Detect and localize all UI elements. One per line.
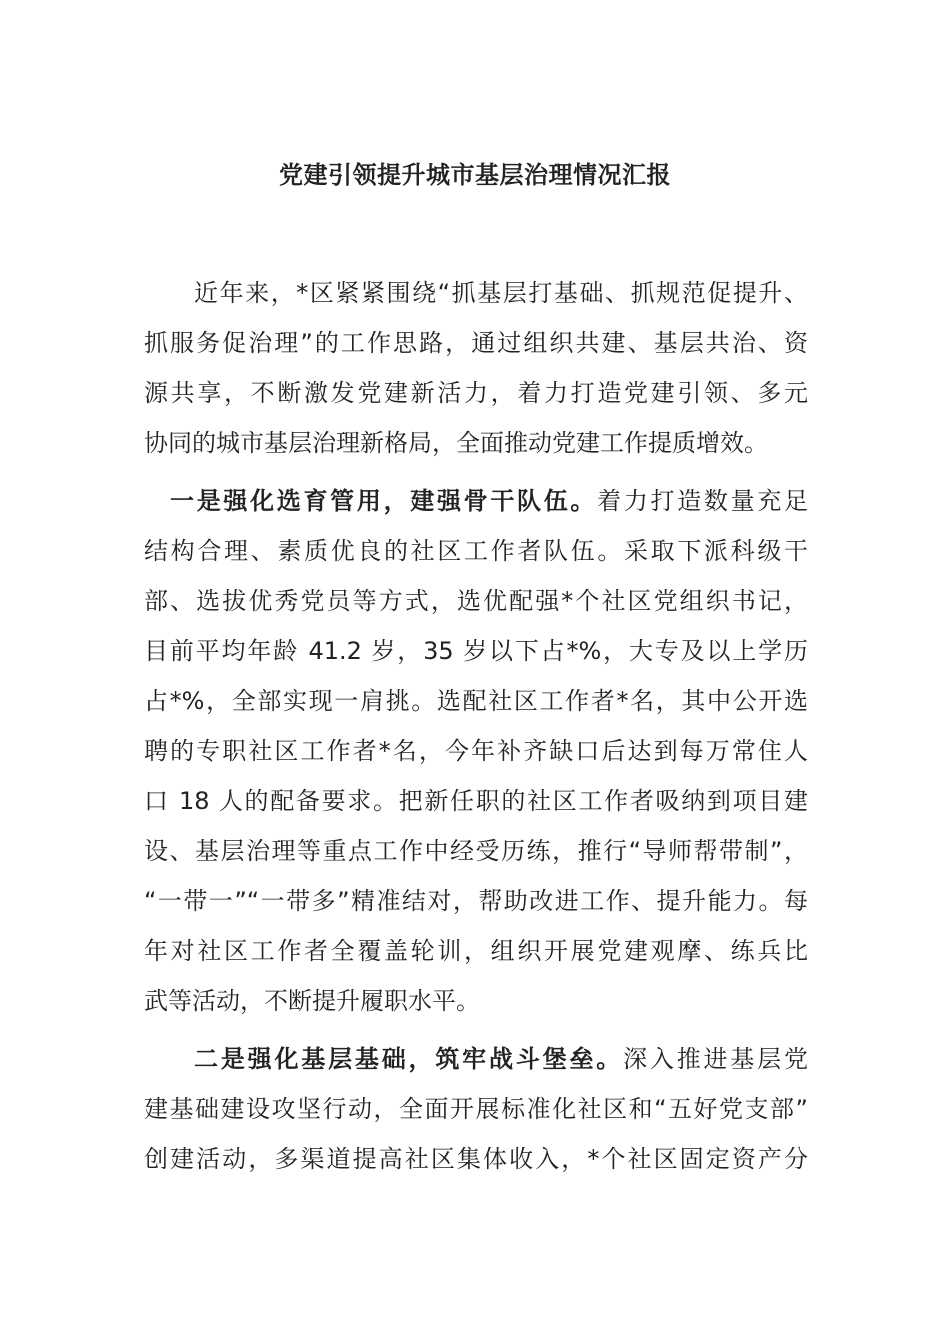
section1-heading: 一是强化选育管用，建强骨干队伍。	[170, 487, 598, 515]
section1-line: 部、选拔优秀党员等方式，选优配强*个社区党组织书记，	[144, 587, 808, 615]
section2-heading: 二是强化基层基础，筑牢战斗堡垒。	[194, 1045, 624, 1073]
section2-line: 建基础建设攻坚行动，全面开展标准化社区和“五好党支部”	[144, 1095, 808, 1123]
intro-line: 协同的城市基层治理新格局，全面推动党建工作提质增效。	[144, 429, 768, 457]
section1-line: 结构合理、素质优良的社区工作者队伍。采取下派科级干	[144, 537, 808, 565]
section1-first-line	[170, 481, 808, 521]
section2-first-line-text: 深入推进基层党	[623, 1045, 809, 1073]
section1-line: 聘的专职社区工作者*名，今年补齐缺口后达到每万常住人	[144, 737, 808, 765]
intro-line: 抓服务促治理”的工作思路，通过组织共建、基层共治、资	[144, 329, 808, 357]
section2-line: 创建活动，多渠道提高社区集体收入，*个社区固定资产分	[144, 1145, 808, 1173]
section2-first-line	[194, 1039, 808, 1079]
section1-first-line-text: 着力打造数量充足	[597, 487, 809, 515]
section1-line: 目前平均年龄 41.2 岁，35 岁以下占*%，大专及以上学历	[144, 637, 808, 665]
intro-line: 源共享，不断激发党建新活力，着力打造党建引领、多元	[144, 379, 808, 407]
section1-line: 口 18 人的配备要求。把新任职的社区工作者吸纳到项目建	[144, 787, 808, 815]
document-title: 党建引领提升城市基层治理情况汇报	[279, 161, 671, 189]
intro-line: 近年来，*区紧紧围绕“抓基层打基础、抓规范促提升、	[194, 279, 808, 307]
section1-line: 武等活动，不断提升履职水平。	[144, 987, 480, 1015]
section1-line: “一带一”“一带多”精准结对，帮助改进工作、提升能力。每	[144, 887, 808, 915]
section1-line: 年对社区工作者全覆盖轮训，组织开展党建观摩、练兵比	[144, 937, 808, 965]
section1-line: 设、基层治理等重点工作中经受历练，推行“导师帮带制”，	[144, 837, 808, 865]
section1-line: 占*%，全部实现一肩挑。选配社区工作者*名，其中公开选	[144, 687, 808, 715]
